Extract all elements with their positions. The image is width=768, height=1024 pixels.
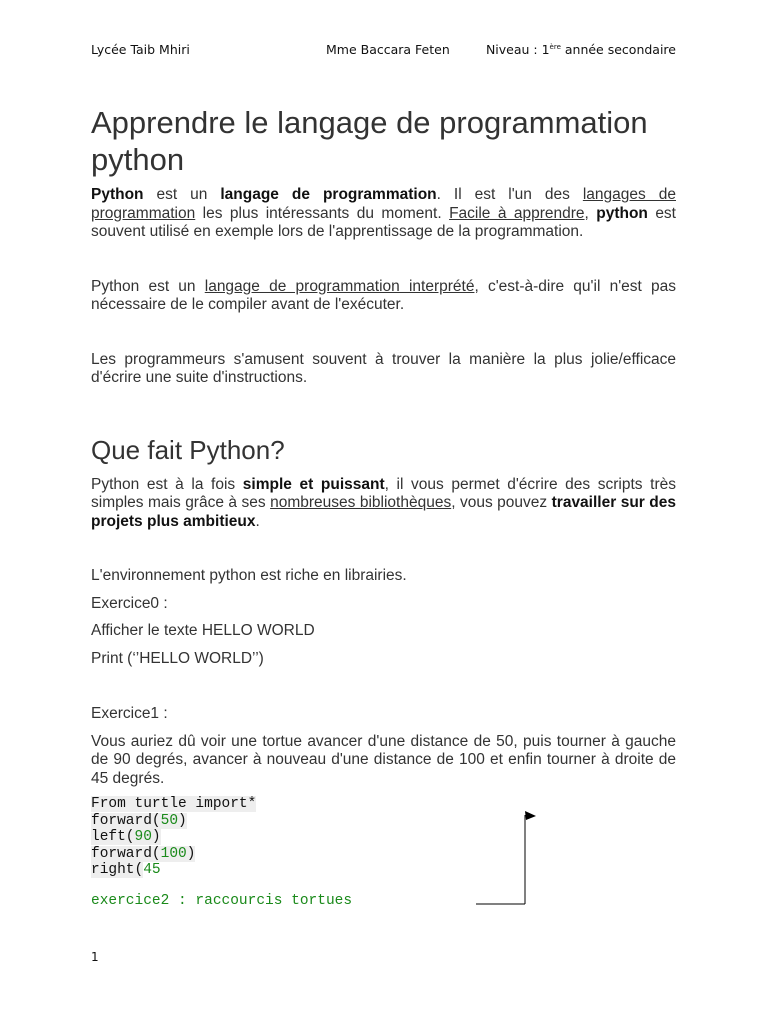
section-paragraph-1	[91, 476, 676, 532]
link-easy-to-learn[interactable]: Facile à apprendre	[449, 204, 585, 222]
code-line-2	[91, 813, 676, 830]
header-school: Lycée Taib Mhiri	[91, 42, 190, 57]
bold-ambitious-projects: travailler sur des projets plus ambitieux	[91, 494, 677, 530]
section-heading: Que fait Python?	[91, 434, 285, 465]
exercise2-title: exercice2 : raccourcis tortues	[91, 892, 353, 909]
exercise0-title: Exercice0 :	[91, 594, 168, 612]
intro-paragraph-1	[91, 186, 676, 242]
exercise0-task: Afficher le texte HELLO WORLD	[91, 622, 315, 639]
text: .	[255, 512, 260, 530]
code-block	[91, 796, 676, 879]
text: . Il est l'un des	[436, 186, 583, 203]
bold-term: langage de programmation	[220, 186, 437, 203]
intro-paragraph-2	[91, 278, 676, 315]
text: , il vous permet d'écrire des scripts très simples mais grâce à ses	[91, 475, 676, 511]
code-line-5	[91, 862, 676, 879]
link-interpreted-language[interactable]: langage de programmation interprété	[204, 277, 475, 295]
bold-python: Python	[91, 186, 144, 203]
code-fn: right(	[91, 862, 144, 879]
code-paren: )	[178, 812, 187, 829]
code-fn: left(	[91, 829, 135, 846]
code-import: From turtle import*	[91, 796, 257, 812]
level-prefix: Niveau : 1	[485, 42, 550, 57]
code-number: 100	[160, 845, 187, 862]
code-fn: forward(	[91, 845, 161, 862]
page-title: Apprendre le langage de programmation python	[91, 105, 648, 177]
document-body	[91, 104, 676, 910]
page-number: 1	[91, 950, 99, 964]
text: Python est à la fois	[91, 475, 243, 493]
code-line-4	[91, 846, 676, 863]
header-level	[486, 42, 676, 57]
code-line-3	[91, 829, 676, 846]
turtle-path-drawing	[470, 808, 550, 908]
level-suffix: année secondaire	[560, 42, 676, 57]
text: est souvent utilisé en exemple lors de l'apprentissage de la programmation.	[91, 204, 676, 240]
level-sup: ère	[549, 43, 561, 51]
text: Python est un	[91, 277, 205, 295]
page-header	[91, 42, 676, 60]
text: ,	[584, 204, 597, 222]
code-number: 50	[160, 812, 179, 829]
section-paragraph-2: L'environnement python est riche en librairies.	[91, 567, 407, 584]
code-paren: )	[151, 829, 161, 846]
turtle-arrow-icon	[525, 811, 536, 820]
code-number: 90	[134, 829, 152, 846]
link-languages[interactable]: langages de programmation	[91, 186, 676, 222]
code-fn: forward(	[91, 812, 161, 829]
exercise1-title: Exercice1 :	[91, 705, 168, 722]
text: est un	[143, 186, 221, 203]
text: , vous pouvez	[451, 494, 552, 511]
bold-python: python	[596, 204, 648, 222]
text: , c'est-à-dire qu'il n'est pas nécessaire de le compiler avant de l'exécuter.	[91, 277, 677, 313]
text: les plus intéressants du moment.	[195, 204, 450, 222]
code-number: 45	[143, 862, 161, 879]
link-libraries[interactable]: nombreuses bibliothèques	[270, 494, 452, 511]
bold-simple-powerful: simple et puissant	[242, 475, 385, 493]
header-teacher: Mme Baccara Feten	[326, 42, 450, 57]
code-paren: )	[186, 845, 196, 862]
code-line-1	[91, 796, 676, 813]
exercise0-code: Print (‘’HELLO WORLD’’)	[91, 649, 264, 667]
intro-paragraph-3: Les programmeurs s'amusent souvent à trouver la manière la plus jolie/efficace d'écrire une suite d'instructions.	[91, 350, 676, 386]
exercise1-task: Vous auriez dû voir une tortue avancer d'une distance de 50, puis tourner à gauche de 90 degrés, avancer à nouveau d'une distance de 100 et enfin tourner à droite de 45 degrés.	[91, 732, 676, 787]
